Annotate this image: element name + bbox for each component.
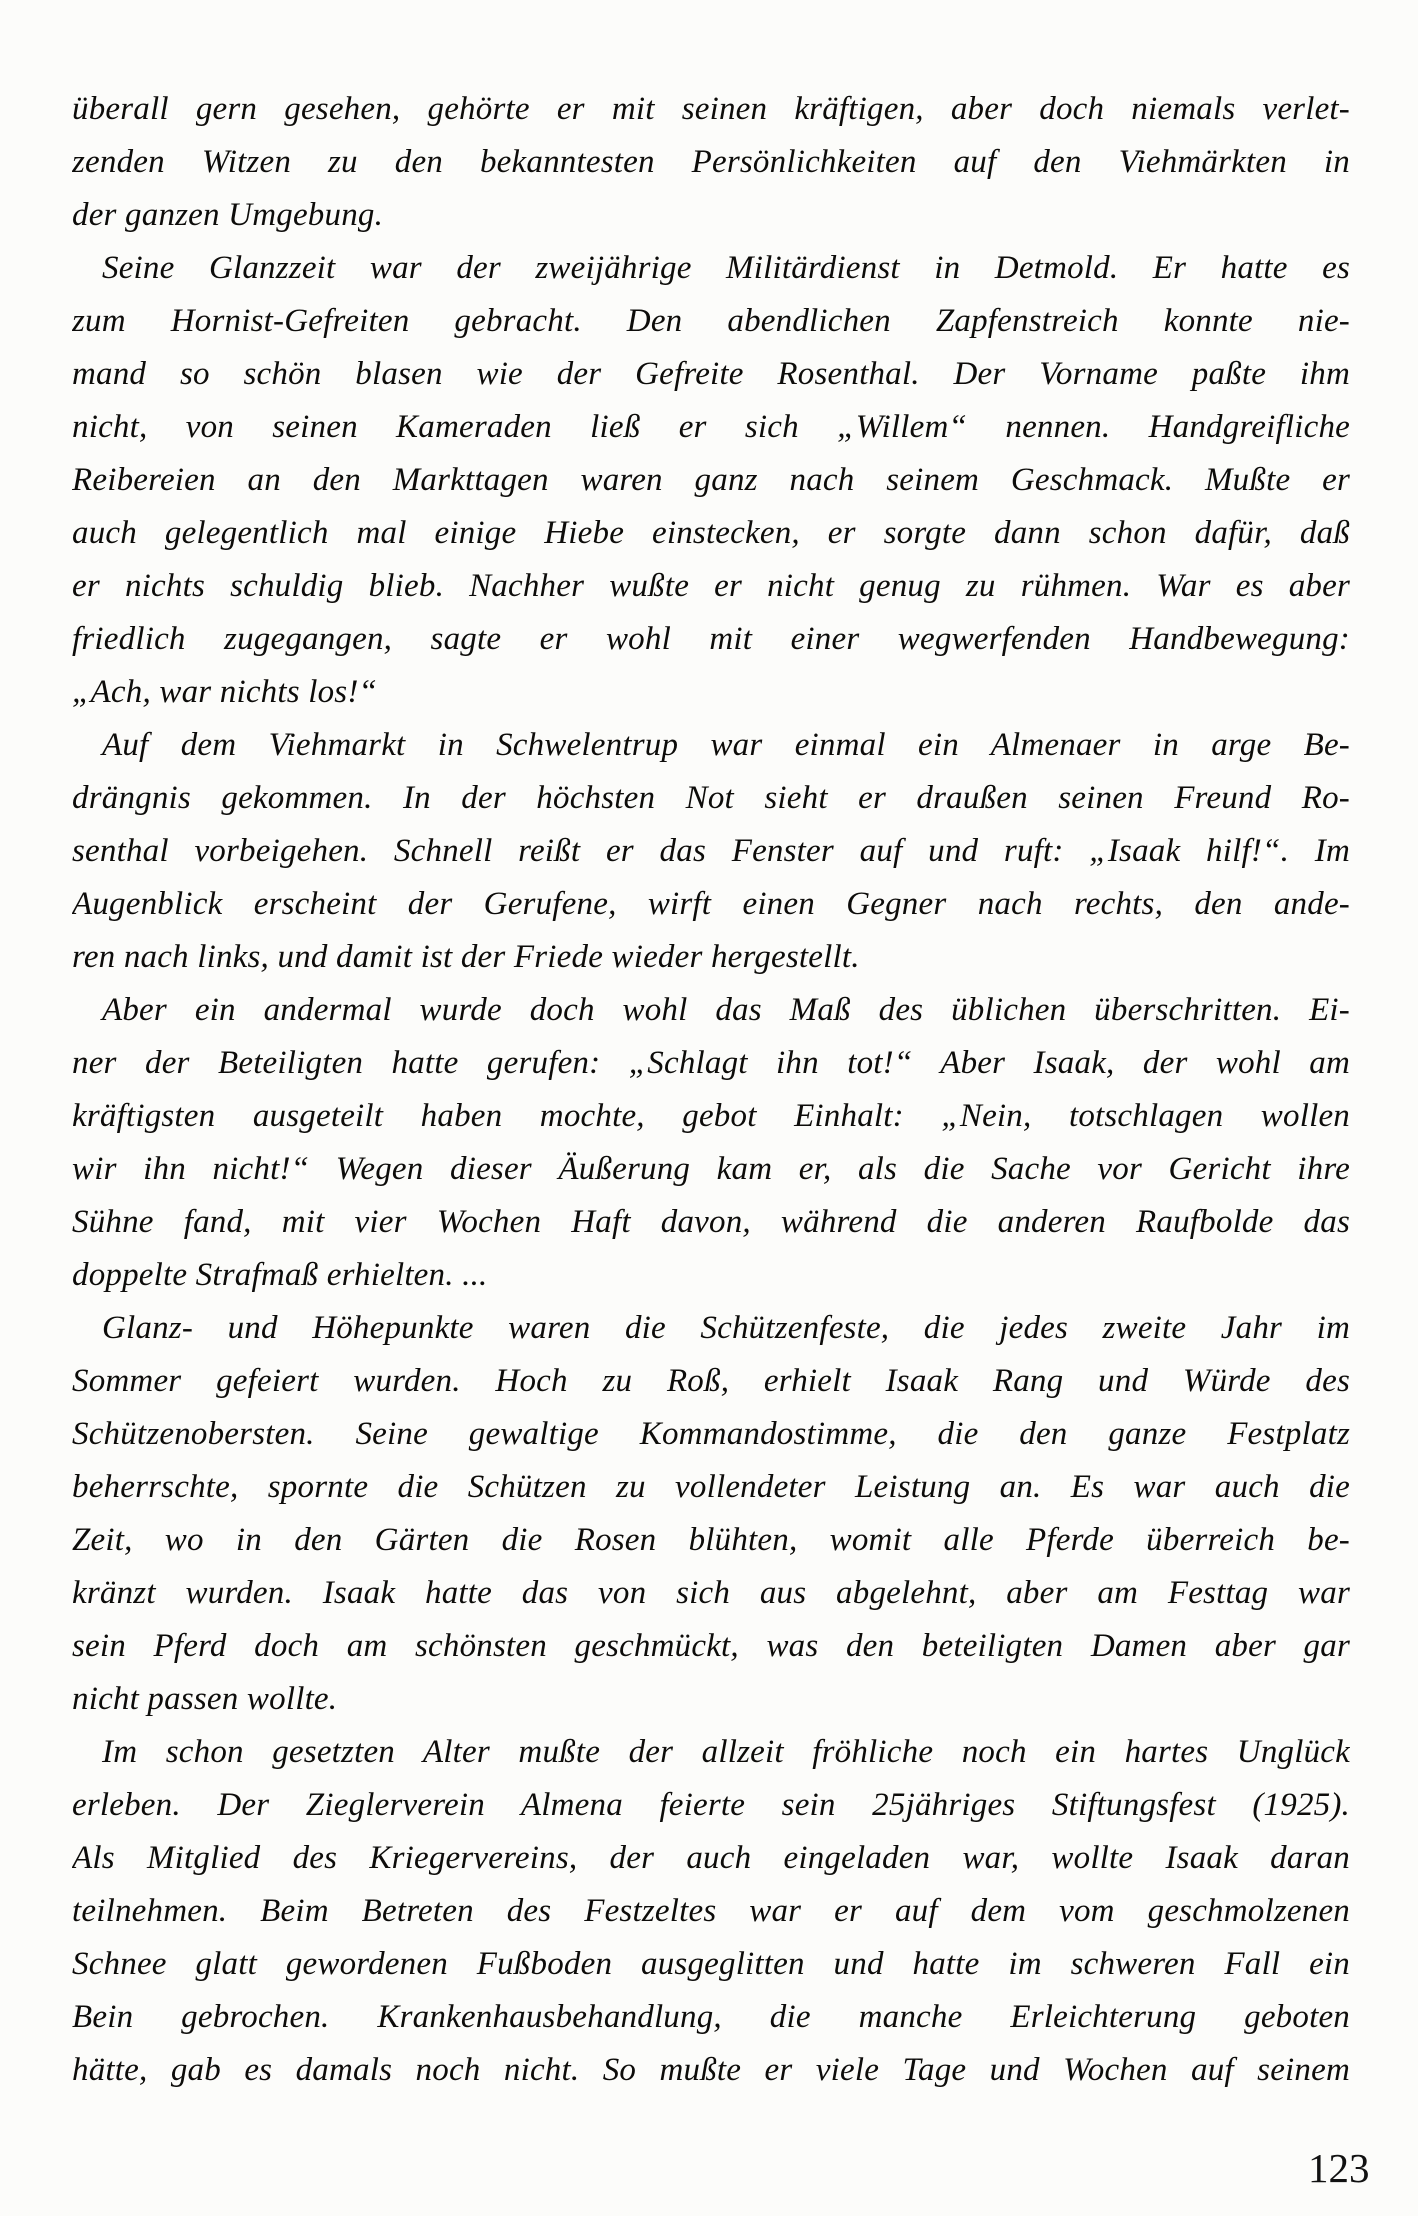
text-line: zum Hornist-Gefreiten gebracht. Den abendlichen Zapfenstreich konnte nie- <box>72 303 1350 339</box>
text-line: drängnis gekommen. In der höchsten Not sieht er draußen seinen Freund Ro- <box>72 780 1350 816</box>
text-line: auch gelegentlich mal einige Hiebe einstecken, er sorgte dann schon dafür, daß <box>72 515 1350 551</box>
text-line: Glanz- und Höhepunkte waren die Schützenfeste, die jedes zweite Jahr im <box>102 1310 1350 1346</box>
text-line: zenden Witzen zu den bekanntesten Persönlichkeiten auf den Viehmärkten in <box>72 144 1350 180</box>
text-line: ren nach links, und damit ist der Friede wieder hergestellt. <box>72 939 860 975</box>
text-line: Bein gebrochen. Krankenhausbehandlung, die manche Erleichterung geboten <box>72 1999 1350 2035</box>
text-line: hätte, gab es damals noch nicht. So mußte er viele Tage und Wochen auf seinem <box>72 2052 1350 2088</box>
text-line: Zeit, wo in den Gärten die Rosen blühten, womit alle Pferde überreich be- <box>72 1522 1350 1558</box>
text-line: er nichts schuldig blieb. Nachher wußte er nicht genug zu rühmen. War es aber <box>72 568 1350 604</box>
text-line: Seine Glanzzeit war der zweijährige Militärdienst in Detmold. Er hatte es <box>102 250 1350 286</box>
text-line: Im schon gesetzten Alter mußte der allzeit fröhliche noch ein hartes Unglück <box>102 1734 1350 1770</box>
text-line: kräftigsten ausgeteilt haben mochte, gebot Einhalt: „Nein, totschlagen wollen <box>72 1098 1350 1134</box>
text-line: nicht, von seinen Kameraden ließ er sich „Willem“ nennen. Handgreifliche <box>72 409 1350 445</box>
text-line: wir ihn nicht!“ Wegen dieser Äußerung kam er, als die Sache vor Gericht ihre <box>72 1151 1350 1187</box>
text-line: senthal vorbeigehen. Schnell reißt er das Fenster auf und ruft: „Isaak hilf!“. Im <box>72 833 1350 869</box>
text-line: mand so schön blasen wie der Gefreite Rosenthal. Der Vorname paßte ihm <box>72 356 1350 392</box>
text-line: sein Pferd doch am schönsten geschmückt, was den beteiligten Damen aber gar <box>72 1628 1350 1664</box>
text-line: der ganzen Umgebung. <box>72 197 384 233</box>
text-line: Sühne fand, mit vier Wochen Haft davon, während die anderen Raufbolde das <box>72 1204 1350 1240</box>
text-line: nicht passen wollte. <box>72 1681 338 1717</box>
text-line: teilnehmen. Beim Betreten des Festzeltes war er auf dem vom geschmolzenen <box>72 1893 1350 1929</box>
text-line: überall gern gesehen, gehörte er mit seinen kräftigen, aber doch niemals verlet- <box>72 91 1350 127</box>
text-line: Auf dem Viehmarkt in Schwelentrup war einmal ein Almenaer in arge Be- <box>102 727 1350 763</box>
text-line: „Ach, war nichts los!“ <box>72 674 378 710</box>
page-number: 123 <box>1308 2145 1370 2191</box>
text-line: kränzt wurden. Isaak hatte das von sich aus abgelehnt, aber am Festtag war <box>72 1575 1350 1611</box>
text-line: beherrschte, spornte die Schützen zu vollendeter Leistung an. Es war auch die <box>72 1469 1350 1505</box>
text-line: Als Mitglied des Kriegervereins, der auch eingeladen war, wollte Isaak daran <box>72 1840 1350 1876</box>
text-line: Schnee glatt gewordenen Fußboden ausgeglitten und hatte im schweren Fall ein <box>72 1946 1350 1982</box>
text-line: doppelte Strafmaß erhielten. ... <box>72 1257 488 1293</box>
text-line: Reibereien an den Markttagen waren ganz nach seinem Geschmack. Mußte er <box>72 462 1350 498</box>
text-line: Aber ein andermal wurde doch wohl das Maß des üblichen überschritten. Ei- <box>102 992 1350 1028</box>
text-line: ner der Beteiligten hatte gerufen: „Schlagt ihn tot!“ Aber Isaak, der wohl am <box>72 1045 1350 1081</box>
text-line: Augenblick erscheint der Gerufene, wirft einen Gegner nach rechts, den ande- <box>72 886 1350 922</box>
page-text <box>72 83 1350 2097</box>
text-line: Sommer gefeiert wurden. Hoch zu Roß, erhielt Isaak Rang und Würde des <box>72 1363 1350 1399</box>
text-line: friedlich zugegangen, sagte er wohl mit einer wegwerfenden Handbewegung: <box>72 621 1350 657</box>
text-line: erleben. Der Zieglerverein Almena feierte sein 25jähriges Stiftungsfest (1925). <box>72 1787 1350 1823</box>
text-line: Schützenobersten. Seine gewaltige Kommandostimme, die den ganze Festplatz <box>72 1416 1350 1452</box>
